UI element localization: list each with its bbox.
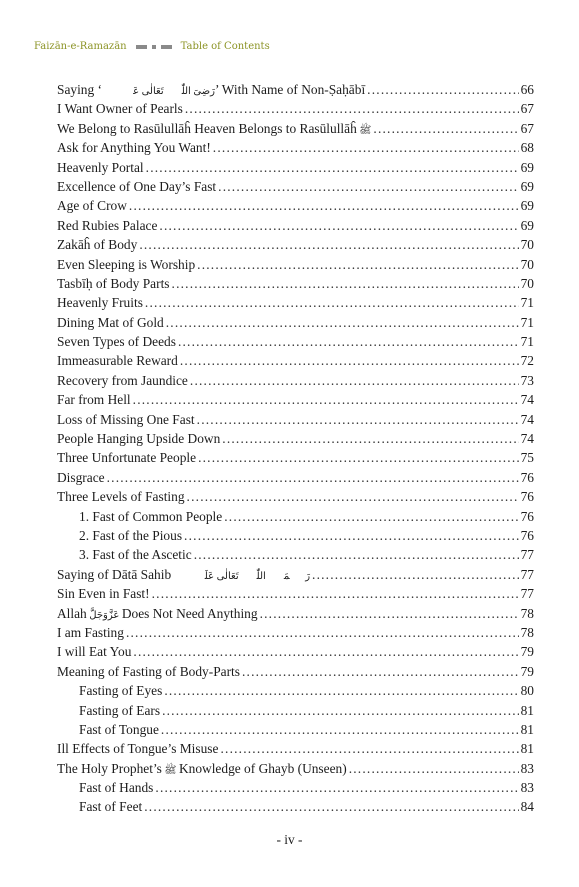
toc-entry[interactable]: [57, 235, 534, 254]
dot-leader: [139, 235, 518, 254]
toc-entry-page: 70: [520, 237, 534, 253]
dot-leader: [107, 468, 519, 487]
section-title: Table of Contents: [180, 41, 270, 52]
toc-entry[interactable]: [57, 565, 534, 584]
toc-entry[interactable]: [57, 351, 534, 370]
toc-entry-page: 76: [520, 508, 534, 524]
toc-entry[interactable]: [57, 80, 534, 99]
toc-entry-title: Meaning of Fasting of Body-Parts: [57, 663, 240, 679]
toc-entry-page: 77: [520, 586, 534, 602]
toc-entry[interactable]: [57, 778, 534, 797]
toc-entry[interactable]: [57, 410, 534, 429]
toc-entry[interactable]: [57, 255, 534, 274]
toc-entry-title: Fasting of Eyes: [79, 683, 163, 699]
toc-entry-page: 67: [520, 120, 534, 136]
toc-entry-page: 78: [520, 624, 534, 640]
toc-entry-title: Saying ‘رَضِیَ اللّٰہُ تَعَالٰی عَنۡہُ’ With Name of Non-Ṣaḥābī: [57, 82, 366, 97]
toc-entry[interactable]: [57, 526, 534, 545]
table-of-contents: [57, 80, 534, 817]
toc-entry-title: Immeasurable Reward: [57, 353, 178, 369]
dot-leader: [260, 604, 519, 623]
toc-entry-title: Three Unfortunate People: [57, 450, 197, 466]
dot-leader: [367, 80, 518, 99]
dot-leader: [187, 487, 519, 506]
toc-entry-title: 1. Fast of Common People: [79, 508, 223, 524]
toc-entry-title: Fast of Tongue: [79, 721, 159, 737]
dot-leader: [129, 196, 519, 215]
toc-entry-title: Saying of Dātā Sahib رَحۡمَۃُ اللّٰہِ تَعَالٰی عَلَیۡہِ: [57, 566, 311, 582]
dot-leader: [222, 429, 518, 448]
dot-leader: [190, 371, 519, 390]
toc-entry-page: 68: [520, 140, 534, 156]
toc-entry-title: We Belong to Rasūlullāĥ Heaven Belongs to Rasūlullāĥ ﷺ: [57, 120, 372, 136]
toc-entry-page: 83: [520, 760, 534, 776]
dot-leader: [185, 99, 519, 118]
toc-entry[interactable]: [57, 797, 534, 816]
toc-entry-title: Recovery from Jaundice: [57, 372, 188, 388]
toc-entry-page: 69: [520, 198, 534, 214]
dot-leader: [172, 274, 519, 293]
dot-leader: [180, 351, 519, 370]
toc-entry-page: 76: [520, 469, 534, 485]
toc-entry-page: 81: [520, 741, 534, 757]
toc-entry[interactable]: [57, 662, 534, 681]
toc-entry[interactable]: [57, 196, 534, 215]
toc-entry[interactable]: [57, 216, 534, 235]
toc-entry-title: I will Eat You: [57, 644, 132, 660]
header-separator: [136, 45, 172, 49]
toc-entry-page: 78: [520, 605, 534, 621]
dot-leader: [126, 623, 519, 642]
dot-leader: [373, 119, 518, 138]
toc-entry-page: 75: [520, 450, 534, 466]
toc-entry-page: 74: [520, 411, 534, 427]
dot-leader: [133, 642, 518, 661]
toc-entry[interactable]: [57, 158, 534, 177]
toc-entry-page: 72: [520, 353, 534, 369]
toc-entry[interactable]: [57, 177, 534, 196]
dot-leader: [159, 216, 518, 235]
toc-entry[interactable]: [57, 371, 534, 390]
toc-entry-title: Fast of Feet: [79, 799, 143, 815]
toc-entry-title: Disgrace: [57, 469, 105, 485]
toc-entry[interactable]: [57, 681, 534, 700]
dot-leader: [145, 293, 519, 312]
toc-entry-title: Heavenly Portal: [57, 159, 144, 175]
toc-entry[interactable]: [57, 313, 534, 332]
toc-entry-title: Tasbīḥ of Body Parts: [57, 275, 170, 291]
dot-leader: [133, 390, 519, 409]
toc-entry-page: 70: [520, 275, 534, 291]
toc-entry[interactable]: [57, 701, 534, 720]
toc-entry[interactable]: [57, 739, 534, 758]
dot-leader: [146, 158, 519, 177]
toc-entry-title: Ask for Anything You Want!: [57, 140, 211, 156]
toc-entry-title: Even Sleeping is Worship: [57, 256, 196, 272]
toc-entry[interactable]: [57, 759, 534, 778]
toc-entry-page: 80: [520, 683, 534, 699]
toc-entry[interactable]: [57, 623, 534, 642]
toc-entry-title: Excellence of One Day’s Fast: [57, 178, 217, 194]
toc-entry[interactable]: [57, 390, 534, 409]
toc-entry-page: 67: [520, 101, 534, 117]
toc-entry-title: Sin Even in Fast!: [57, 586, 150, 602]
toc-entry[interactable]: [57, 487, 534, 506]
toc-entry-page: 69: [520, 217, 534, 233]
dot-leader: [178, 332, 519, 351]
dot-leader: [224, 507, 518, 526]
dot-leader: [144, 797, 518, 816]
toc-entry-page: 76: [520, 489, 534, 505]
toc-entry-page: 71: [520, 334, 534, 350]
toc-entry[interactable]: [57, 138, 534, 157]
dot-leader: [198, 448, 519, 467]
toc-entry-page: 73: [520, 372, 534, 388]
toc-entry-page: 74: [520, 392, 534, 408]
toc-entry-page: 77: [520, 547, 534, 563]
toc-entry[interactable]: [57, 584, 534, 603]
toc-entry[interactable]: [57, 468, 534, 487]
dot-leader: [161, 720, 519, 739]
dot-leader: [194, 545, 519, 564]
toc-entry[interactable]: [57, 99, 534, 118]
toc-entry[interactable]: [57, 720, 534, 739]
toc-entry-page: 81: [520, 721, 534, 737]
toc-entry-title: Zakāĥ of Body: [57, 237, 138, 253]
dot-leader: [152, 584, 519, 603]
toc-entry[interactable]: [57, 448, 534, 467]
toc-entry[interactable]: [57, 642, 534, 661]
dot-leader: [164, 681, 518, 700]
toc-entry-page: 71: [520, 314, 534, 330]
dot-leader: [184, 526, 519, 545]
toc-entry-page: 84: [520, 799, 534, 815]
toc-entry[interactable]: [57, 507, 534, 526]
dot-leader: [242, 662, 519, 681]
toc-entry-page: 76: [520, 527, 534, 543]
toc-entry[interactable]: [57, 274, 534, 293]
dot-leader: [155, 778, 518, 797]
toc-entry-page: 74: [520, 431, 534, 447]
dot-leader: [312, 565, 519, 584]
dot-leader: [220, 739, 518, 758]
toc-entry[interactable]: [57, 429, 534, 448]
toc-entry-page: 66: [520, 82, 534, 97]
toc-entry-title: Far from Hell: [57, 392, 131, 408]
dot-leader: [213, 138, 519, 157]
toc-entry-title: Three Levels of Fasting: [57, 489, 185, 505]
toc-entry[interactable]: [57, 332, 534, 351]
dot-leader: [162, 701, 519, 720]
toc-entry[interactable]: [57, 119, 534, 138]
toc-entry-page: 79: [520, 663, 534, 679]
toc-entry-page: 81: [520, 702, 534, 718]
toc-entry-title: 3. Fast of the Ascetic: [79, 547, 192, 563]
toc-entry-title: Allah عَزَّوَجَلَّ Does Not Need Anything: [57, 605, 258, 621]
toc-entry[interactable]: [57, 293, 534, 312]
toc-entry-title: I am Fasting: [57, 624, 124, 640]
running-header: [34, 41, 270, 52]
toc-entry-title: Loss of Missing One Fast: [57, 411, 195, 427]
toc-entry-title: Fast of Hands: [79, 780, 154, 796]
toc-entry-page: 77: [520, 566, 534, 582]
toc-entry-page: 79: [520, 644, 534, 660]
toc-entry-title: Fasting of Ears: [79, 702, 161, 718]
toc-entry[interactable]: [57, 545, 534, 564]
toc-entry-page: 83: [520, 780, 534, 796]
toc-entry[interactable]: [57, 604, 534, 623]
toc-entry-title: 2. Fast of the Pious: [79, 527, 183, 543]
dot-leader: [197, 410, 519, 429]
toc-entry-title: Seven Types of Deeds: [57, 334, 176, 350]
toc-entry-title: The Holy Prophet’s ﷺ Knowledge of Ghayb (Unseen): [57, 760, 347, 776]
book-title: Faizān-e-Ramazān: [34, 41, 127, 52]
toc-entry-title: I Want Owner of Pearls: [57, 101, 183, 117]
toc-entry-title: Red Rubies Palace: [57, 217, 158, 233]
toc-entry-title: Heavenly Fruits: [57, 295, 143, 311]
toc-entry-title: Ill Effects of Tongue’s Misuse: [57, 741, 219, 757]
toc-entry-title: Age of Crow: [57, 198, 127, 214]
toc-entry-page: 71: [520, 295, 534, 311]
toc-entry-title: People Hanging Upside Down: [57, 431, 221, 447]
dot-leader: [349, 759, 519, 778]
toc-entry-title: Dining Mat of Gold: [57, 314, 164, 330]
page-number: - iv -: [276, 832, 303, 847]
dot-leader: [218, 177, 518, 196]
toc-entry-page: 69: [520, 178, 534, 194]
dot-leader: [197, 255, 518, 274]
toc-entry-page: 69: [520, 159, 534, 175]
dot-leader: [166, 313, 519, 332]
toc-entry-page: 70: [520, 256, 534, 272]
